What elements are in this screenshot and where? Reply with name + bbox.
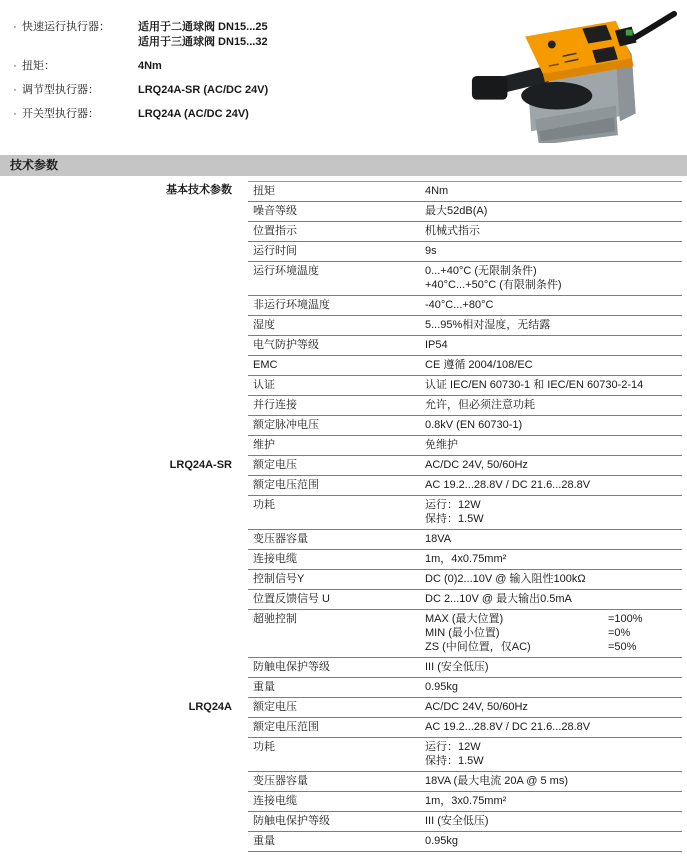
spec-value xyxy=(425,740,682,768)
spec-row xyxy=(0,832,687,852)
bullet-icon: · xyxy=(13,60,17,72)
spec-value-line: 5...95%相对湿度，无结露 xyxy=(425,319,551,331)
spec-value-line: AC/DC 24V, 50/60Hz xyxy=(425,459,528,471)
spec-value-line: 18VA (最大电流 20A @ 5 ms) xyxy=(425,775,569,787)
feature-value: LRQ24A-SR (AC/DC 24V) xyxy=(138,84,269,96)
spec-param: 防触电保护等级 xyxy=(253,661,330,673)
spec-row-body xyxy=(248,610,682,658)
spec-param: 重量 xyxy=(253,681,275,693)
spec-row xyxy=(0,772,687,792)
spec-group-label xyxy=(0,812,248,832)
spec-value-line: 最大52dB(A) xyxy=(425,205,488,217)
spec-group-label: LRQ24A xyxy=(188,701,232,713)
spec-value-line: 允许，但必须注意功耗 xyxy=(425,399,535,411)
spec-value-line: DC (0)2...10V @ 输入阻性100kΩ xyxy=(425,573,586,585)
spec-group-label xyxy=(0,416,248,436)
spec-value xyxy=(425,398,682,412)
spec-group-label xyxy=(0,610,248,658)
spec-value xyxy=(425,264,682,292)
spec-value-line xyxy=(425,640,682,654)
spec-group-label xyxy=(0,590,248,610)
spec-value xyxy=(425,552,682,566)
spec-param: 连接电缆 xyxy=(253,553,297,565)
feature-item xyxy=(8,20,458,50)
spec-param: 功耗 xyxy=(253,741,275,753)
spec-row xyxy=(0,496,687,530)
feature-values xyxy=(138,59,458,74)
spec-group-label xyxy=(0,530,248,550)
spec-value-line: 1m，3x0.75mm² xyxy=(425,795,507,807)
spec-param: 控制信号Y xyxy=(253,573,305,585)
spec-group-label xyxy=(0,296,248,316)
spec-group-label xyxy=(0,832,248,852)
spec-value xyxy=(425,418,682,432)
spec-param: 并行连接 xyxy=(253,399,297,411)
spec-value-line: 4Nm xyxy=(425,185,449,197)
spec-value xyxy=(425,224,682,238)
spec-value-line xyxy=(425,626,682,640)
spec-value-line: 机械式指示 xyxy=(425,225,480,237)
spec-value-line: 0.95kg xyxy=(425,835,459,847)
spec-param: 功耗 xyxy=(253,499,275,511)
spec-group-label xyxy=(0,550,248,570)
spec-param: 变压器容量 xyxy=(253,775,308,787)
spec-value-line: CE 遵循 2004/108/EC xyxy=(425,359,533,371)
actuator-illustration xyxy=(466,8,680,143)
spec-param: 额定电压范围 xyxy=(253,721,319,733)
feature-value: 适用于三通球阀 DN15...32 xyxy=(138,36,268,48)
spec-group-label xyxy=(0,316,248,336)
spec-row xyxy=(0,678,687,698)
spec-param: 扭矩 xyxy=(253,185,275,197)
spec-param: 额定脉冲电压 xyxy=(253,419,319,431)
spec-value xyxy=(425,814,682,828)
feature-item xyxy=(8,59,458,74)
spec-row-body xyxy=(248,416,682,436)
spec-param: 位置指示 xyxy=(253,225,297,237)
spec-row xyxy=(0,181,687,202)
spec-value xyxy=(425,438,682,452)
spec-param: 额定电压 xyxy=(253,459,297,471)
spec-param: 维护 xyxy=(253,439,275,451)
feature-value: 4Nm xyxy=(138,60,162,72)
spec-row-body xyxy=(248,296,682,316)
spec-row-body xyxy=(248,181,682,202)
spec-row-body xyxy=(248,476,682,496)
spec-value xyxy=(425,592,682,606)
spec-row-body xyxy=(248,658,682,678)
product-photo xyxy=(466,8,680,143)
spec-group-label xyxy=(0,396,248,416)
override-percent: =50% xyxy=(608,641,637,653)
spec-param: 位置反馈信号 U xyxy=(253,593,330,605)
feature-value: 适用于二通球阀 DN15...25 xyxy=(138,21,268,33)
spec-value-line: 0.8kV (EN 60730-1) xyxy=(425,419,523,431)
spec-row xyxy=(0,698,687,718)
spec-row-body xyxy=(248,396,682,416)
spec-row xyxy=(0,718,687,738)
spec-row-body xyxy=(248,356,682,376)
lever-handle xyxy=(472,76,508,100)
bullet-icon: · xyxy=(13,84,17,96)
spec-group-label xyxy=(0,570,248,590)
spec-row xyxy=(0,570,687,590)
spec-group-label xyxy=(0,202,248,222)
spec-value-line: 9s xyxy=(425,245,437,257)
spec-value-line: 1m，4x0.75mm² xyxy=(425,553,507,565)
spec-row xyxy=(0,296,687,316)
spec-value-line: +40°C...+50°C (有限制条件) xyxy=(425,279,562,291)
spec-param: 额定电压范围 xyxy=(253,479,319,491)
spec-param: EMC xyxy=(253,359,278,371)
spec-row-body xyxy=(248,376,682,396)
spec-table xyxy=(0,181,687,852)
spec-value-line: DC 2...10V @ 最大输出0.5mA xyxy=(425,593,572,605)
spec-value-line: 认证 IEC/EN 60730-1 和 IEC/EN 60730-2-14 xyxy=(425,379,644,391)
spec-value-line: AC/DC 24V, 50/60Hz xyxy=(425,701,528,713)
spec-row-body xyxy=(248,222,682,242)
spec-value xyxy=(425,298,682,312)
spec-param: 湿度 xyxy=(253,319,275,331)
override-percent: =100% xyxy=(608,613,643,625)
spec-value xyxy=(425,378,682,392)
spec-value-line: 0.95kg xyxy=(425,681,459,693)
override-position-label: MIN (最小位置) xyxy=(425,627,500,639)
connector-led xyxy=(626,30,633,36)
spec-row xyxy=(0,396,687,416)
spec-row xyxy=(0,336,687,356)
spec-row-body xyxy=(248,262,682,296)
spec-row xyxy=(0,316,687,336)
spec-param: 防触电保护等级 xyxy=(253,815,330,827)
spec-row-body xyxy=(248,772,682,792)
clamp-disc xyxy=(521,82,592,110)
spec-value xyxy=(425,184,682,198)
spec-row-body xyxy=(248,590,682,610)
feature-values xyxy=(138,107,458,122)
spec-row-body xyxy=(248,718,682,738)
spec-param: 认证 xyxy=(253,379,275,391)
spec-row-body xyxy=(248,530,682,550)
spec-row xyxy=(0,416,687,436)
spec-param: 变压器容量 xyxy=(253,533,308,545)
spec-value xyxy=(425,834,682,848)
spec-row xyxy=(0,456,687,476)
spec-value-line: AC 19.2...28.8V / DC 21.6...28.8V xyxy=(425,479,591,491)
spec-row-body xyxy=(248,242,682,262)
spec-value xyxy=(425,244,682,258)
spec-row xyxy=(0,812,687,832)
spec-value xyxy=(425,358,682,372)
spec-value xyxy=(425,572,682,586)
spec-param: 电气防护等级 xyxy=(253,339,319,351)
spec-param: 非运行环境温度 xyxy=(253,299,330,311)
spec-value-line: AC 19.2...28.8V / DC 21.6...28.8V xyxy=(425,721,591,733)
spec-value xyxy=(425,338,682,352)
override-percent: =0% xyxy=(608,627,631,639)
spec-value-line xyxy=(425,612,682,626)
spec-row-body xyxy=(248,738,682,772)
spec-row-body xyxy=(248,202,682,222)
spec-row xyxy=(0,530,687,550)
spec-group-label xyxy=(0,792,248,812)
spec-value-line: 运行：12W xyxy=(425,741,481,753)
spec-group-label: 基本技术参数 xyxy=(166,184,232,196)
spec-param: 连接电缆 xyxy=(253,795,297,807)
spec-row-body xyxy=(248,812,682,832)
spec-row xyxy=(0,356,687,376)
spec-group-label xyxy=(0,738,248,772)
section-title: 技术参数 xyxy=(10,158,59,172)
spec-row xyxy=(0,550,687,570)
section-banner xyxy=(0,155,687,176)
spec-value xyxy=(425,700,682,714)
spec-group-label xyxy=(0,222,248,242)
spec-row-body xyxy=(248,792,682,812)
cable-line xyxy=(630,14,674,41)
spec-value xyxy=(425,774,682,788)
spec-value-line: 运行：12W xyxy=(425,499,481,511)
spec-row-body xyxy=(248,832,682,852)
override-position-label: MAX (最大位置) xyxy=(425,613,504,625)
spec-param: 运行时间 xyxy=(253,245,297,257)
spec-group-label xyxy=(0,772,248,792)
spec-row xyxy=(0,242,687,262)
spec-value-line: 免维护 xyxy=(425,439,458,451)
spec-value-line: 0...+40°C (无限制条件) xyxy=(425,265,537,277)
spec-row xyxy=(0,436,687,456)
spec-row xyxy=(0,590,687,610)
spec-group-label xyxy=(0,262,248,296)
spec-value-line: III (安全低压) xyxy=(425,815,489,827)
spec-row xyxy=(0,222,687,242)
spec-group-label xyxy=(0,242,248,262)
spec-group-label xyxy=(0,658,248,678)
spec-row xyxy=(0,738,687,772)
spec-value xyxy=(425,458,682,472)
spec-row xyxy=(0,610,687,658)
feature-values xyxy=(138,83,458,98)
feature-label: 扭矩： xyxy=(22,60,55,72)
spec-value xyxy=(425,318,682,332)
spec-param: 超驰控制 xyxy=(253,613,297,625)
spec-row-body xyxy=(248,336,682,356)
spec-value xyxy=(425,204,682,218)
feature-label: 开关型执行器： xyxy=(22,108,99,120)
feature-list xyxy=(8,20,458,131)
spec-group-label xyxy=(0,496,248,530)
spec-group-label xyxy=(0,336,248,356)
spec-row xyxy=(0,376,687,396)
spec-value-line: -40°C...+80°C xyxy=(425,299,494,311)
spec-row-body xyxy=(248,698,682,718)
spec-group-label: LRQ24A-SR xyxy=(169,459,232,471)
feature-label: 调节型执行器： xyxy=(22,84,99,96)
spec-param: 重量 xyxy=(253,835,275,847)
spec-param: 噪音等级 xyxy=(253,205,297,217)
spec-group-label xyxy=(0,678,248,698)
bullet-icon: · xyxy=(13,108,17,120)
spec-value xyxy=(425,720,682,734)
feature-item xyxy=(8,83,458,98)
spec-row xyxy=(0,792,687,812)
spec-value xyxy=(425,532,682,546)
feature-item xyxy=(8,107,458,122)
spec-value-line: 保持：1.5W xyxy=(425,755,484,767)
spec-group-label xyxy=(0,718,248,738)
spec-row xyxy=(0,476,687,496)
header xyxy=(0,0,687,133)
spec-value xyxy=(425,478,682,492)
feature-values xyxy=(138,20,458,50)
spec-group-label xyxy=(0,356,248,376)
override-position-label: ZS (中间位置，仅AC) xyxy=(425,641,531,653)
spec-value-line: IP54 xyxy=(425,339,448,351)
spec-group-label xyxy=(0,376,248,396)
feature-label: 快速运行执行器： xyxy=(22,21,110,33)
spec-row-body xyxy=(248,678,682,698)
spec-row xyxy=(0,262,687,296)
spec-param: 运行环境温度 xyxy=(253,265,319,277)
spec-row-body xyxy=(248,496,682,530)
dial-knob xyxy=(548,40,556,48)
spec-row-body xyxy=(248,550,682,570)
spec-value xyxy=(425,794,682,808)
spec-value xyxy=(425,680,682,694)
spec-value-line: III (安全低压) xyxy=(425,661,489,673)
spec-value xyxy=(425,498,682,526)
spec-value-line: 保持：1.5W xyxy=(425,513,484,525)
feature-value: LRQ24A (AC/DC 24V) xyxy=(138,108,249,120)
bullet-icon: · xyxy=(13,21,17,33)
spec-row xyxy=(0,658,687,678)
spec-row-body xyxy=(248,436,682,456)
spec-row xyxy=(0,202,687,222)
spec-row-body xyxy=(248,570,682,590)
spec-group-label xyxy=(0,476,248,496)
spec-row-body xyxy=(248,316,682,336)
spec-param: 额定电压 xyxy=(253,701,297,713)
spec-value xyxy=(425,660,682,674)
spec-value xyxy=(425,612,682,654)
spec-value-line: 18VA xyxy=(425,533,452,545)
spec-row-body xyxy=(248,456,682,476)
spec-group-label xyxy=(0,436,248,456)
